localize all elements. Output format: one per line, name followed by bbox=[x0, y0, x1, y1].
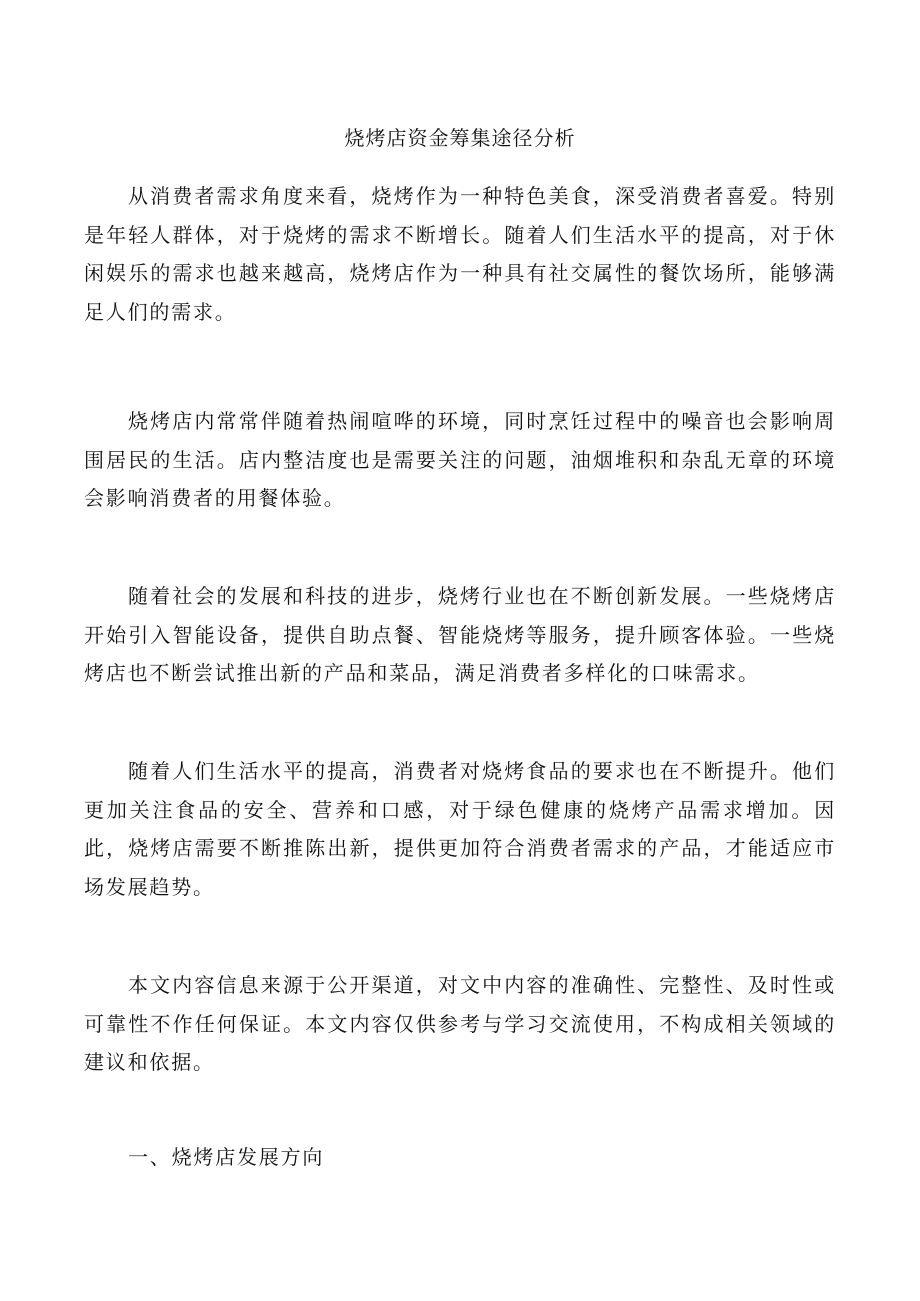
paragraph-industry-innovation: 随着社会的发展和科技的进步，烧烤行业也在不断创新发展。一些烧烤店开始引入智能设备，提供自助点餐、智能烧烤等服务，提升顾客体验。一些烧烤店也不断尝试推出新的产品和菜品，满足消费者多样化的口味需求。 bbox=[84, 584, 836, 685]
paragraph-disclaimer: 本文内容信息来源于公开渠道，对文中内容的准确性、完整性、及时性或可靠性不作任何保证。本文内容仅供参考与学习交流使用，不构成相关领域的建议和依据。 bbox=[84, 973, 836, 1074]
section-heading: 一、烧烤店发展方向 bbox=[128, 1145, 325, 1169]
paragraph-consumer-demand: 从消费者需求角度来看，烧烤作为一种特色美食，深受消费者喜爱。特别是年轻人群体，对于烧烤的需求不断增长。随着人们生活水平的提高，对于休闲娱乐的需求也越来越高，烧烤店作为一种具有社交属性的餐饮场所，能够满足人们的需求。 bbox=[84, 184, 836, 324]
document-title: 烧烤店资金筹集途径分析 bbox=[344, 126, 576, 150]
paragraph-store-environment: 烧烤店内常常伴随着热闹喧哗的环境，同时烹饪过程中的噪音也会影响周围居民的生活。店内整洁度也是需要关注的问题，油烟堆积和杂乱无章的环境会影响消费者的用餐体验。 bbox=[84, 409, 836, 510]
paragraph-consumer-expectations: 随着人们生活水平的提高，消费者对烧烤食品的要求也在不断提升。他们更加关注食品的安全、营养和口感，对于绿色健康的烧烤产品需求增加。因此，烧烤店需要不断推陈出新，提供更加符合消费者需求的产品，才能适应市场发展趋势。 bbox=[84, 759, 836, 899]
